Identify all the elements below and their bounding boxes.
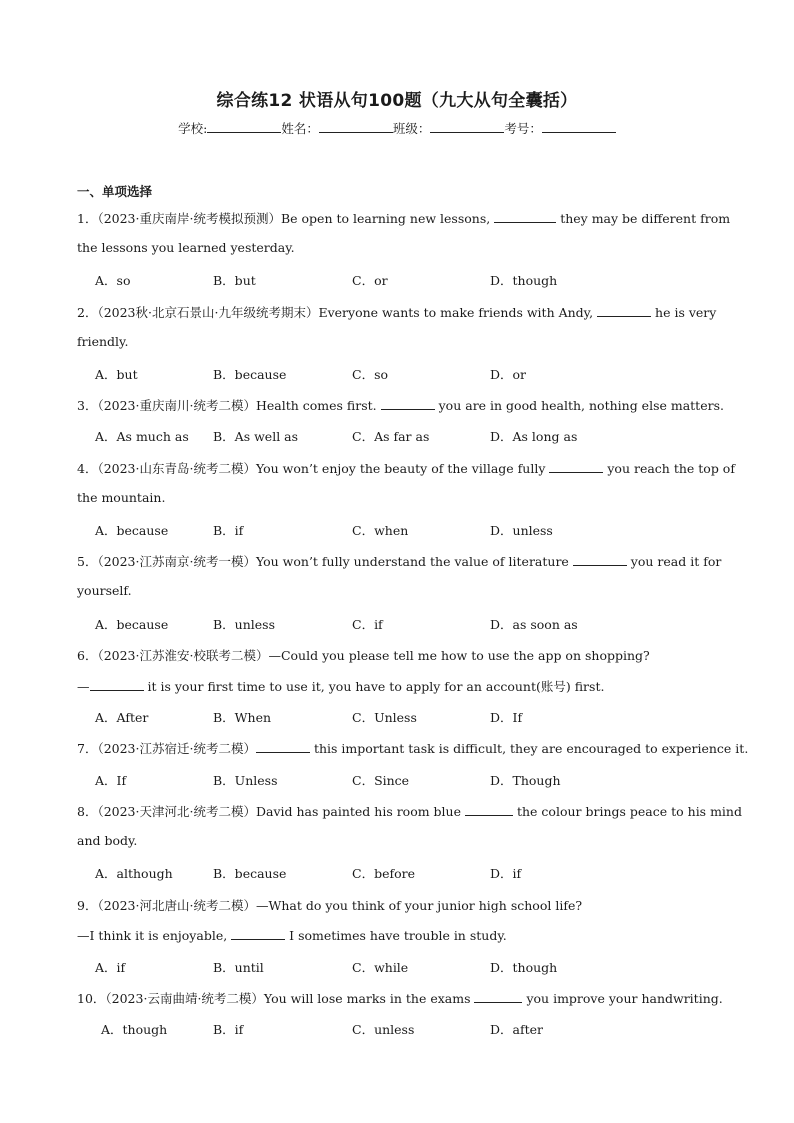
question-10-stem: 10．（2023·云南曲靖·统考二模）You will lose marks in the exams you improve your handwriting.: [77, 991, 723, 1006]
q8-option-a: A．although: [95, 866, 173, 881]
question-5-stem: 5．（2023·江苏南京·统考一模）You won’t fully understand the value of literature you read it for: [77, 554, 722, 569]
answer-blank: [597, 304, 651, 317]
exam-no-blank: [542, 120, 616, 133]
answer-blank: [231, 927, 285, 940]
question-6-stem: 6．（2023·江苏淮安·校联考二模）—Could you please tell me how to use the app on shopping?: [77, 648, 650, 663]
q9-option-b: B．until: [213, 960, 264, 975]
q9-option-c: C．while: [352, 960, 409, 975]
question-8-stem: 8．（2023·天津河北·统考二模）David has painted his room blue the colour brings peace to his mind: [77, 804, 742, 819]
answer-blank: [381, 397, 435, 410]
q9-option-a: A．if: [95, 960, 126, 975]
question-7-stem: 7．（2023·江苏宿迁·统考二模） this important task is difficult, they are encouraged to experience it.: [77, 741, 749, 756]
answer-blank: [465, 803, 513, 816]
q6-option-a: A．After: [95, 710, 149, 725]
q3-option-d: D．As long as: [490, 429, 578, 444]
answer-blank: [494, 210, 556, 223]
question-number: 1．: [77, 211, 98, 226]
question-6-continuation: — it is your first time to use it, you have to apply for an account(账号) first.: [77, 679, 605, 694]
q7-option-b: B．Unless: [213, 773, 278, 788]
q9-option-d: D．though: [490, 960, 558, 975]
answer-blank: [549, 460, 603, 473]
question-2-continuation: friendly.: [77, 334, 129, 349]
answer-blank: [256, 740, 310, 753]
question-8-continuation: and body.: [77, 833, 138, 848]
question-9-stem: 9．（2023·河北唐山·统考二模）—What do you think of your junior high school life?: [77, 898, 583, 913]
q10-option-a: A．though: [101, 1022, 168, 1037]
q8-option-c: C．before: [352, 866, 415, 881]
q2-option-d: D．or: [490, 367, 527, 382]
q4-option-b: B．if: [213, 523, 244, 538]
q1-option-c: C．or: [352, 273, 388, 288]
q10-option-d: D．after: [490, 1022, 543, 1037]
q1-option-b: B．but: [213, 273, 256, 288]
answer-blank: [474, 990, 522, 1003]
name-label: 姓名：: [281, 121, 319, 136]
q2-option-a: A．but: [95, 367, 138, 382]
question-1-continuation: the lessons you learned yesterday.: [77, 240, 295, 255]
q1-option-d: D．though: [490, 273, 558, 288]
q8-option-d: D．if: [490, 866, 522, 881]
question-source: （2023·重庆南岸·统考模拟预测）: [97, 211, 281, 226]
q5-option-d: D．as soon as: [490, 617, 578, 632]
q2-option-b: B．because: [213, 367, 287, 382]
question-9-continuation: —I think it is enjoyable, I sometimes have trouble in study.: [77, 928, 507, 943]
q10-option-b: B．if: [213, 1022, 244, 1037]
answer-blank: [573, 553, 627, 566]
q8-option-b: B．because: [213, 866, 287, 881]
q6-option-c: C．Unless: [352, 710, 417, 725]
question-5-continuation: yourself.: [77, 583, 132, 598]
question-1-stem: 1．（2023·重庆南岸·统考模拟预测）Be open to learning new lessons, they may be different from: [77, 211, 731, 226]
school-blank: [207, 120, 281, 133]
q7-option-c: C．Since: [352, 773, 410, 788]
q5-option-c: C．if: [352, 617, 383, 632]
q6-option-b: B．When: [213, 710, 272, 725]
q4-option-a: A．because: [95, 523, 169, 538]
question-4-continuation: the mountain.: [77, 490, 166, 505]
q3-option-c: C．As far as: [352, 429, 430, 444]
q4-option-c: C．when: [352, 523, 409, 538]
question-4-stem: 4．（2023·山东青岛·统考二模）You won’t enjoy the beauty of the village fully you reach the top of: [77, 461, 735, 476]
q4-option-d: D．unless: [490, 523, 553, 538]
question-2-stem: 2．（2023秋·北京石景山·九年级统考期末）Everyone wants to make friends with Andy, he is very: [77, 305, 717, 320]
q5-option-a: A．because: [95, 617, 169, 632]
name-blank: [319, 120, 393, 133]
q6-option-d: D．If: [490, 710, 523, 725]
q3-option-b: B．As well as: [213, 429, 299, 444]
exam-no-label: 考号：: [504, 121, 542, 136]
page-title: 综合练12 状语从句100题（九大从句全囊括）: [216, 91, 578, 111]
class-label: 班级：: [392, 121, 431, 136]
question-3-stem: 3．（2023·重庆南川·统考二模）Health comes first. you are in good health, nothing else matters.: [77, 398, 724, 413]
answer-blank: [90, 678, 144, 691]
school-label: 学校:: [178, 121, 208, 136]
section-title: 一、单项选择: [77, 184, 153, 199]
q7-option-d: D．Though: [490, 773, 561, 788]
student-info-line: [0, 119, 794, 137]
q1-option-a: A．so: [95, 273, 131, 288]
q2-option-c: C．so: [352, 367, 389, 382]
class-blank: [430, 120, 504, 133]
q10-option-c: C．unless: [352, 1022, 415, 1037]
q5-option-b: B．unless: [213, 617, 276, 632]
q3-option-a: A．As much as: [95, 429, 189, 444]
q7-option-a: A．If: [95, 773, 127, 788]
